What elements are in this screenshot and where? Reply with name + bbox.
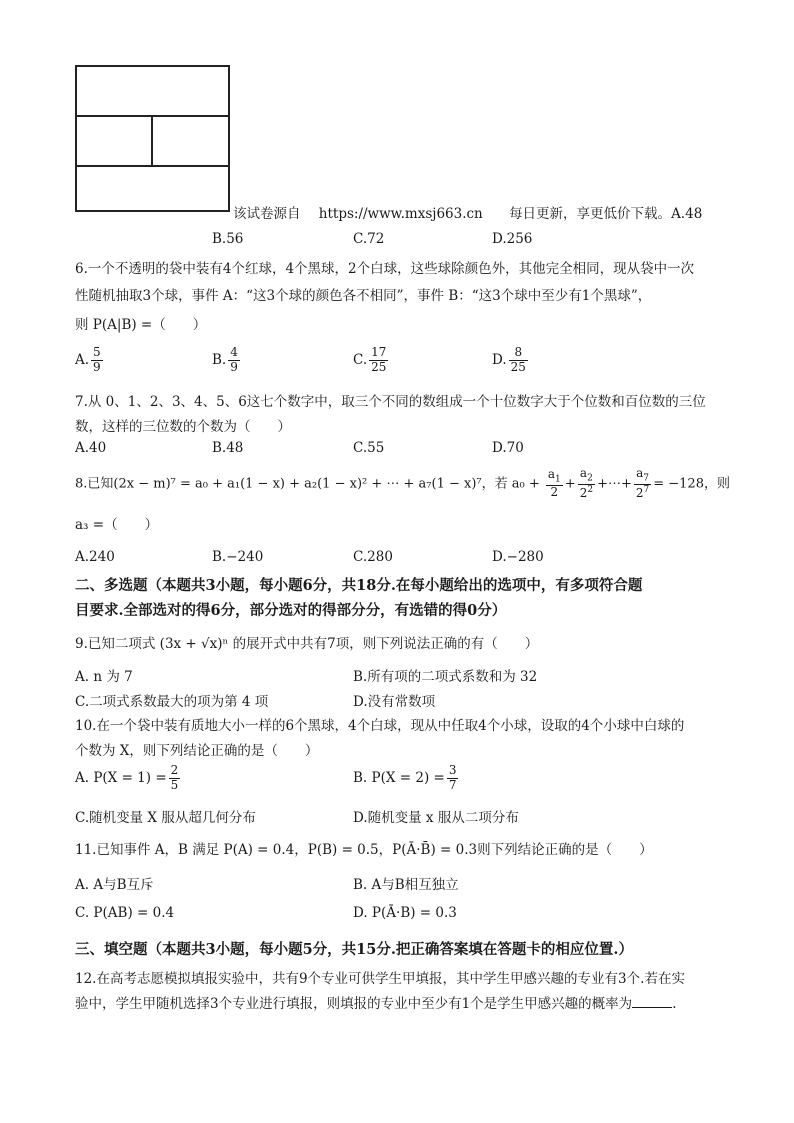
fraction [369,346,388,375]
q11-option-b: B. A与B相互独立 [353,877,459,893]
q7-option-a: A.40 [75,440,107,456]
q12-text: 验中，学生甲随机选择3个专业进行填报，则填报的专业中至少有1个是学生甲感兴趣的概率为 [75,996,633,1012]
q6-option-c [353,346,390,375]
fraction: $\frac{a_2}{2^2}$ [579,466,594,500]
q10-option-d: D.随机变量 x 服从二项分布 [353,810,519,826]
q10-option-a [75,764,182,793]
q7-line2: 数，这样的三位数的个数为（ ） [75,419,291,435]
q9-option-a: A. n 为 7 [75,669,133,685]
fraction [447,764,459,793]
q5-option-b: B.56 [212,231,244,247]
q6-line1: 6.一个不透明的袋中装有4个红球，4个黑球，2个白球，这些球除颜色外，其他完全相同，现从袋中一次 [75,261,695,277]
figure-divider [151,117,153,167]
source-prefix: 该试卷源自 [233,206,301,222]
denominator: 9 [93,359,101,374]
q9-option-b: B.所有项的二项式系数和为 32 [353,669,538,685]
numerator: 17 [371,345,387,359]
denominator: 5 [170,777,179,792]
numerator: 5 [93,345,101,359]
option-label: B. P(X = 2) = [353,769,445,786]
q8-option-c: C.280 [353,549,393,565]
q11-option-a: A. A与B互斥 [75,877,154,893]
figure-row-bottom [77,167,228,210]
q8-line2: a₃ =（ ） [75,517,159,533]
numerator: 3 [448,763,457,777]
q11-line1: 11.已知事件 A，B 满足 P(A) = 0.4，P(B) = 0.5，P(Ā·B̄) = 0.3则下列结论正确的是（ ） [75,842,653,858]
q7-option-d: D.70 [492,440,524,456]
option-label: B. [212,351,227,368]
q9-option-d: D.没有常数项 [353,694,436,710]
q10-option-c: C.随机变量 X 服从超几何分布 [75,810,256,826]
fraction [228,346,240,375]
q9-option-c: C.二项式系数最大的项为第 4 项 [75,694,269,710]
q6-line2: 性随机抽取3个球，事件 A：“这3个球的颜色各不相同”，事件 B：“这3个球中至少有1个黑球”， [75,288,652,304]
q6-option-a [75,346,105,375]
q7-option-c: C.55 [353,440,385,456]
fraction [91,346,103,375]
denominator: 7 [448,777,457,792]
q12-line2 [75,992,676,1012]
q8-line1: 8.已知(2x − m)⁷ = a₀ + a₁(1 − x) + a₂(1 − x)² + ⋯ + a₇(1 − x)⁷，若 a₀ + $\frac{a_1}{2}$ + $\frac{a_2}{2^2}$ +⋯+ $\frac{a_7}{2^7}$ = −128，则 [75,466,730,500]
q8-option-a: A.240 [75,549,115,565]
q5-source-line [233,202,702,222]
numerator: 4 [230,345,238,359]
q7-option-b: B.48 [212,440,244,456]
q11-option-c: C. P(AB) = 0.4 [75,905,175,921]
section2-heading-line1: 二、多选题（本题共3小题，每小题6分，共18分.在每小题给出的选项中，有多项符合题 [75,577,643,594]
fraction: $\frac{a_7}{2^7}$ [635,466,650,500]
option-label: D. [492,351,507,368]
q8-option-d: D.−280 [492,549,544,565]
q8-condition-prefix: ，若 a₀ + [481,476,540,492]
figure-row-top [77,67,228,117]
fraction: $\frac{a_1}{2}$ [547,467,561,499]
numerator: 2 [170,763,179,777]
q8-equation: (2x − m)⁷ = a₀ + a₁(1 − x) + a₂(1 − x)² + ⋯ + a₇(1 − x)⁷ [113,476,482,492]
q6-option-b [212,346,242,375]
q5-option-d: D.256 [492,231,533,247]
q12-end: . [672,996,677,1012]
q8-prefix: 8.已知 [75,476,114,492]
denominator: 25 [510,359,526,374]
q9-line1: 9.已知二项式 (3x + √x)ⁿ 的展开式中共有7项，则下列说法正确的有（ ） [75,636,539,652]
q8-option-b: B.−240 [212,549,264,565]
option-label: C. [353,351,368,368]
q11-option-d: D. P(Ā·B) = 0.3 [353,905,457,921]
option-label: A. P(X = 1) = [75,769,167,786]
fraction [509,346,528,375]
q6-option-d [492,346,530,375]
option-label: A. [75,351,90,368]
q10-line2: 个数为 X，则下列结论正确的是（ ） [75,743,319,759]
section2-heading-line2: 目要求.全部选对的得6分，部分选对的得部分分，有选错的得0分） [75,602,507,619]
q10-line1: 10.在一个袋中装有质地大小一样的6个黑球，4个白球，现从中任取4个小球，设取的4个小球中白球的 [75,718,685,734]
answer-blank[interactable] [632,1007,672,1008]
denominator: 25 [371,359,387,374]
q5-figure [75,65,230,212]
q12-line1: 12.在高考志愿模拟填报实验中，共有9个专业可供学生甲填报，其中学生甲感兴趣的专业有3个.若在实 [75,971,685,987]
q10-option-b [353,764,460,793]
q5-option-a: A.48 [671,206,703,222]
q8-condition-suffix: = −128，则 [653,476,730,492]
q7-line1: 7.从 0、1、2、3、4、5、6这七个数字中，取三个不同的数组成一个十位数字大于个位数和百位数的三位 [75,394,706,410]
source-url[interactable]: https://www.mxsj663.cn [318,206,483,222]
denominator: 9 [230,359,238,374]
source-suffix: 每日更新，享更低价下载。 [509,206,672,222]
section3-heading: 三、填空题（本题共3小题，每小题5分，共15分.把正确答案填在答题卡的相应位置.） [75,941,633,958]
numerator: 8 [509,346,528,361]
q6-line3: 则 P(A|B) =（ ） [75,317,207,333]
fraction [169,764,181,793]
q5-option-c: C.72 [353,231,385,247]
